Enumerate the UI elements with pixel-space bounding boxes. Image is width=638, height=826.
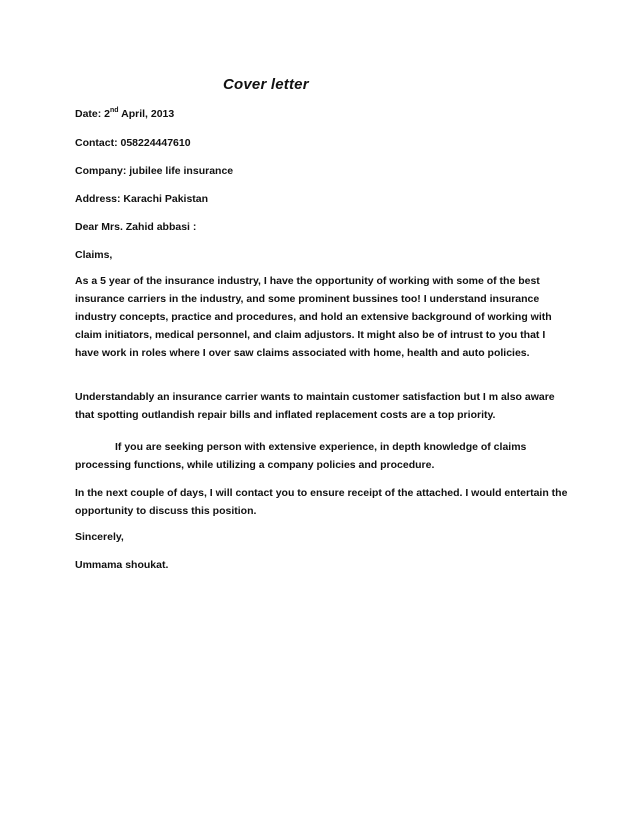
signature-line: Ummama shoukat. bbox=[75, 559, 169, 571]
paragraph-experience: As a 5 year of the insurance industry, I have the opportunity of working with some of the best insurance carriers in the industry, and some prominent bussines too! I understand insurance industry concepts, practice and procedures, and hold an extensive background of working with claim initiators, medical personnel, and claim adjustors. It might also be of intrust to you that I have work in roles where I over saw claims associated with home, health and auto policies. bbox=[75, 275, 552, 359]
date-suffix: nd bbox=[110, 107, 119, 114]
date-label: Date: 2 bbox=[75, 108, 111, 120]
closing-line: Sincerely, bbox=[75, 531, 124, 543]
company-line: Company: jubilee life insurance bbox=[75, 165, 234, 177]
date-line bbox=[75, 108, 174, 120]
paragraph-customer-satisfaction: Understandably an insurance carrier wants to maintain customer satisfaction but I m also aware that spotting outlandish repair bills and inflated replacement costs are a top priority. bbox=[75, 391, 555, 421]
paragraph-follow-up: In the next couple of days, I will contact you to ensure receipt of the attached. I would entertain the opportunity to discuss this position. bbox=[75, 487, 568, 517]
salutation-line: Dear Mrs. Zahid abbasi : bbox=[75, 221, 197, 233]
subject-line: Claims, bbox=[75, 249, 113, 261]
date-rest: April, 2013 bbox=[118, 108, 175, 120]
address-line: Address: Karachi Pakistan bbox=[75, 193, 209, 205]
letter-title: Cover letter bbox=[223, 76, 309, 93]
paragraph-seeking: If you are seeking person with extensive experience, in depth knowledge of claims processing functions, while utilizing a company policies and procedure. bbox=[75, 441, 527, 471]
contact-line: Contact: 058224447610 bbox=[75, 137, 191, 149]
